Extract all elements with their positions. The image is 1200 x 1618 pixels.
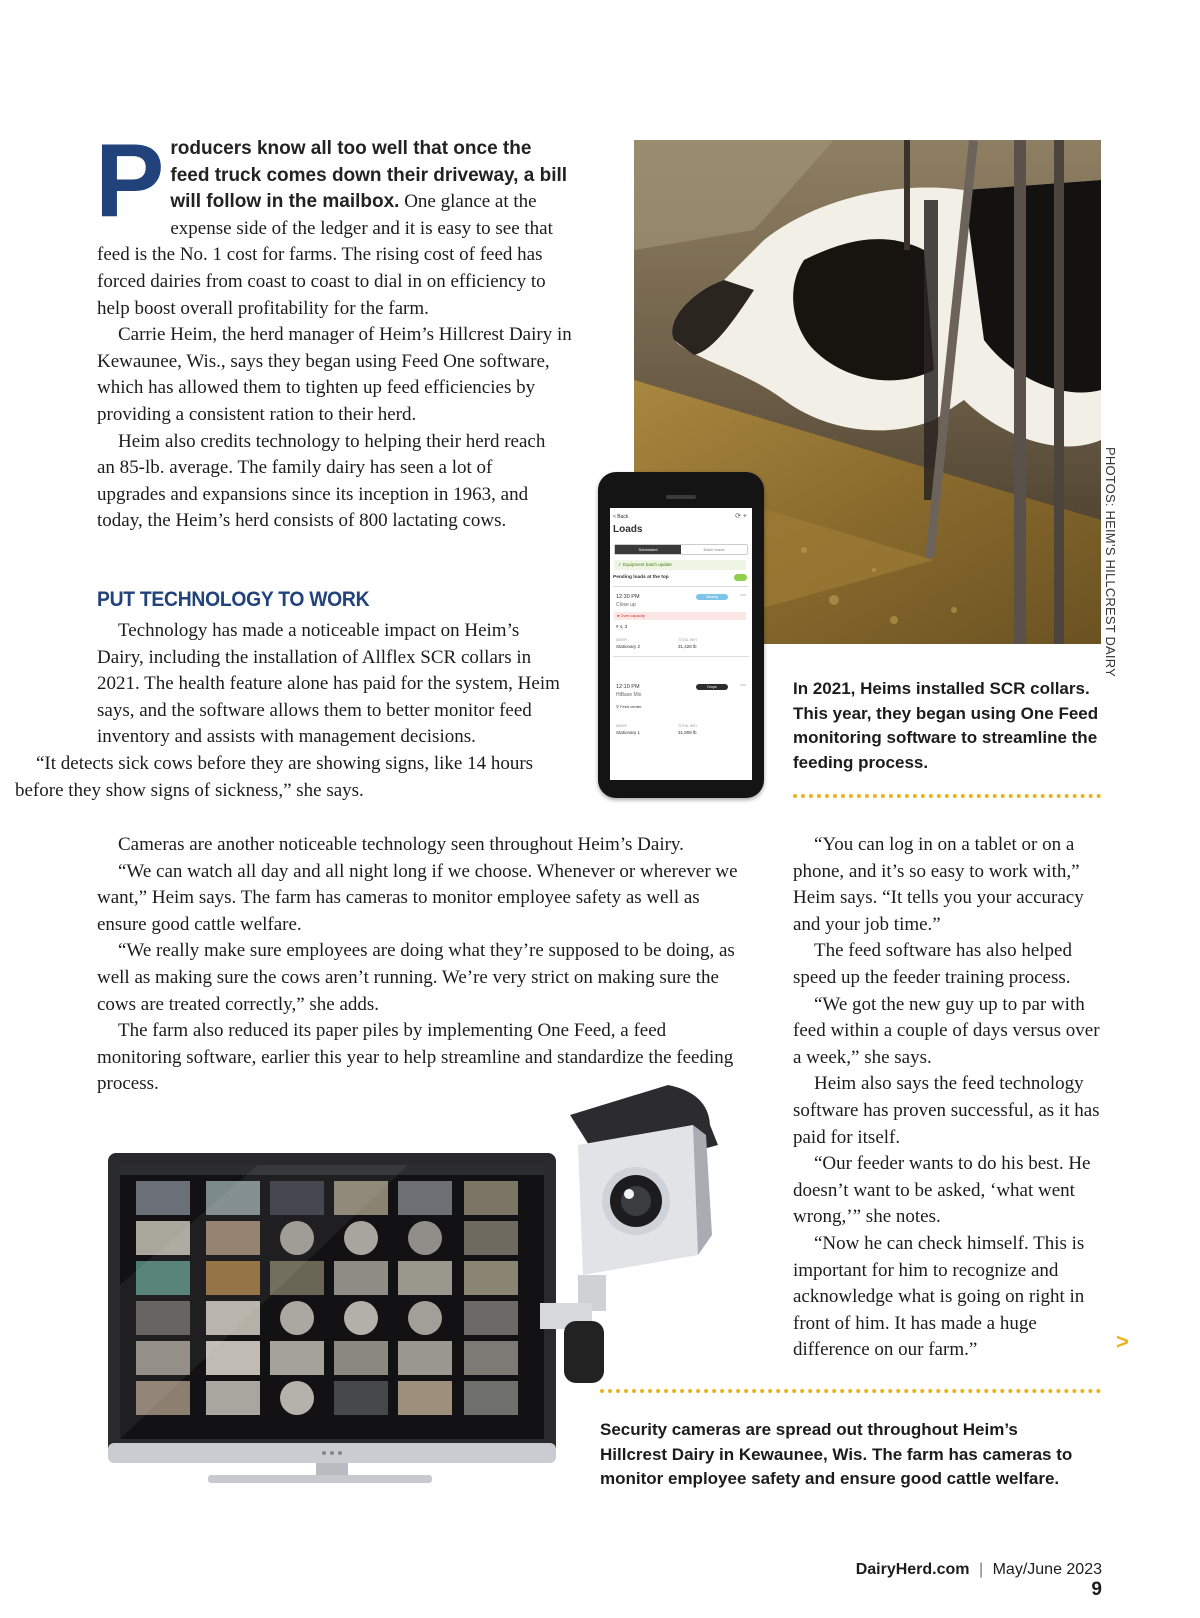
lede-rest-text: One glance at the expense side of the ledger and it is easy to see that feed is the No. 1 cost for farms. The rising cost of feed has forced dairies from coast to coast to dial in on efficiency to help boost overall profitability for the farm. (97, 191, 553, 319)
article-right-column (793, 832, 1103, 1364)
drop-cap: P (95, 123, 165, 239)
lede-paragraph (95, 123, 575, 322)
phone-update-banner (614, 560, 746, 570)
location-pin-icon: ⚲ (616, 704, 619, 709)
load1-status-pill: Missing (696, 594, 728, 600)
paragraph-feeder-quote: “Our feeder wants to do his best. He doesn’t want to be asked, ‘what went wrong,’” she notes. (793, 1153, 1091, 1228)
load2-sub-text: Feed center (620, 704, 642, 709)
phone-tabs (614, 544, 748, 555)
tab-scheduled[interactable]: Scheduled (615, 545, 681, 554)
paragraph-herd-average: Heim also credits technology to helping their herd reach an 85-lb. average. The family dairy has seen a lot of upgrades and expansions since its inception in 1963, and today, the Heim’s herd consists of 800 lactating cows. (97, 430, 546, 532)
load1-mixer: Stationary 2 (616, 644, 641, 649)
pending-toggle[interactable] (734, 574, 747, 581)
article-left-column-2 (15, 618, 562, 804)
check-icon: ✓ (618, 562, 622, 567)
page-footer (840, 1561, 1102, 1601)
paragraph-tablet-quote: “You can log in on a tablet or on a phone, and it’s so easy to work with,” Heim says. “It tells you your accuracy and your job time.” (793, 834, 1084, 935)
paragraph-paper-piles: The farm also reduced its paper piles by implementing One Feed, a feed monitoring software, earlier this year to help streamline and standardize the feeding process. (97, 1020, 734, 1095)
paragraph-training: The feed software has also helped speed up the feeder training process. (793, 940, 1072, 988)
load2-status-pill: Drops (696, 684, 728, 690)
caption-divider-bottom (600, 1389, 1101, 1393)
load2-name: HiBase Mix (616, 692, 642, 698)
load1-warning (614, 612, 746, 620)
paragraph-watch-quote: “We can watch all day and all night long if we choose. Whenever or wherever we want,” Heim says. The farm has cameras to monitor employee safety as well as ensure good cattle welfare. (97, 860, 738, 935)
paragraph-new-guy-quote: “We got the new guy up to par with feed within a couple of days versus over a week,” she says. (793, 993, 1100, 1068)
phone-speaker (666, 495, 696, 499)
caption-collars: In 2021, Heims installed SCR collars. This year, they began using One Feed monitoring software to streamline the feeding process. (793, 679, 1099, 772)
divider (613, 656, 749, 657)
phone-back-link[interactable]: < Back (613, 514, 629, 520)
photo-credit: PHOTOS: HEIM’S HILLCREST DAIRY (1103, 447, 1118, 677)
load2-weight: 31,909 lb (678, 730, 697, 735)
paragraph-paid-itself: Heim also says the feed technology software has proven successful, as it has paid for itself. (793, 1073, 1100, 1148)
load1-col-total: TOTAL WIH (678, 638, 697, 642)
phone-screen (610, 508, 752, 780)
load1-ref: # 4, 3 (616, 624, 628, 629)
warning-icon: ● (617, 613, 620, 618)
smartphone-mockup (598, 472, 764, 798)
phone-pending-label: Pending loads at the top (613, 575, 669, 580)
caption-divider-top (793, 794, 1101, 798)
load2-time: 12:10 PM (616, 684, 640, 690)
footer-site: DairyHerd.com (855, 1561, 970, 1578)
load1-time: 12:30 PM (616, 594, 640, 600)
page-number: 9 (1091, 1579, 1102, 1600)
lede-bold-text: roducers know all too well that once the feed truck comes down their driveway, a bill will follow in the mailbox. (170, 138, 568, 213)
load1-more-icon[interactable]: ⋯ (740, 593, 746, 599)
warning-text: Over capacity (620, 613, 645, 618)
phone-refresh-icon[interactable]: ⟳ + (735, 513, 747, 520)
article-wide-column (97, 832, 742, 1098)
banner-text: Equipment batch update (623, 562, 672, 567)
section-subhead: PUT TECHNOLOGY TO WORK (97, 588, 370, 611)
load1-name: Close up (616, 602, 636, 608)
paragraph-sick-cows-quote: “It detects sick cows before they are showing signs, like 14 hours before they show signs of sickness,” she says. (15, 752, 534, 801)
paragraph-check-himself-quote: “Now he can check himself. This is important for him to recognize and acknowledge what is going on right in front of him. It has made a huge difference on our farm.” (793, 1232, 1085, 1361)
load2-col-mixer: MIXER (616, 724, 628, 728)
paragraph-cameras: Cameras are another noticeable technology seen throughout Heim’s Dairy. (118, 834, 684, 855)
footer-separator: | (978, 1561, 984, 1578)
tab-batch-loads[interactable]: Batch loads (703, 547, 725, 552)
article-left-column (95, 123, 575, 535)
paragraph-carrie-heim: Carrie Heim, the herd manager of Heim’s Hillcrest Dairy in Kewaunee, Wis., says they began using Feed One software, which has allowed them to tighten up feed efficiencies by providing a consistent ration to their herd. (97, 324, 572, 425)
divider (613, 586, 749, 587)
footer-issue: May/June 2023 (992, 1561, 1102, 1578)
paragraph-technology-impact: Technology has made a noticeable impact on Heim’s Dairy, including the installation of Allflex SCR collars in 2021. The health feature alone has paid for the system, Heim says, and the software allows them to better monitor feed inventory and assists with management decisions. (97, 620, 560, 748)
phone-title: Loads (613, 524, 643, 535)
load2-sub (616, 704, 641, 709)
load2-more-icon[interactable]: ⋯ (740, 683, 746, 689)
caption-security-cameras: Security cameras are spread out throughout Heim’s Hillcrest Dairy in Kewaunee, Wis. The farm has cameras to monitor employee safety and ensure good cattle welfare. (600, 1420, 1073, 1488)
load2-col-total: TOTAL WIH (678, 724, 697, 728)
continue-arrow[interactable]: > (1116, 1329, 1129, 1354)
paragraph-employees-quote: “We really make sure employees are doing what they’re supposed to be doing, as well as making sure the cows aren’t running. We’re very strict on making sure the cows are treated correctly,” she adds. (97, 940, 735, 1015)
load1-col-mixer: MIXER (616, 638, 628, 642)
load2-mixer: Stationary 1 (616, 730, 641, 735)
load1-weight: 31,428 lb (678, 644, 697, 649)
